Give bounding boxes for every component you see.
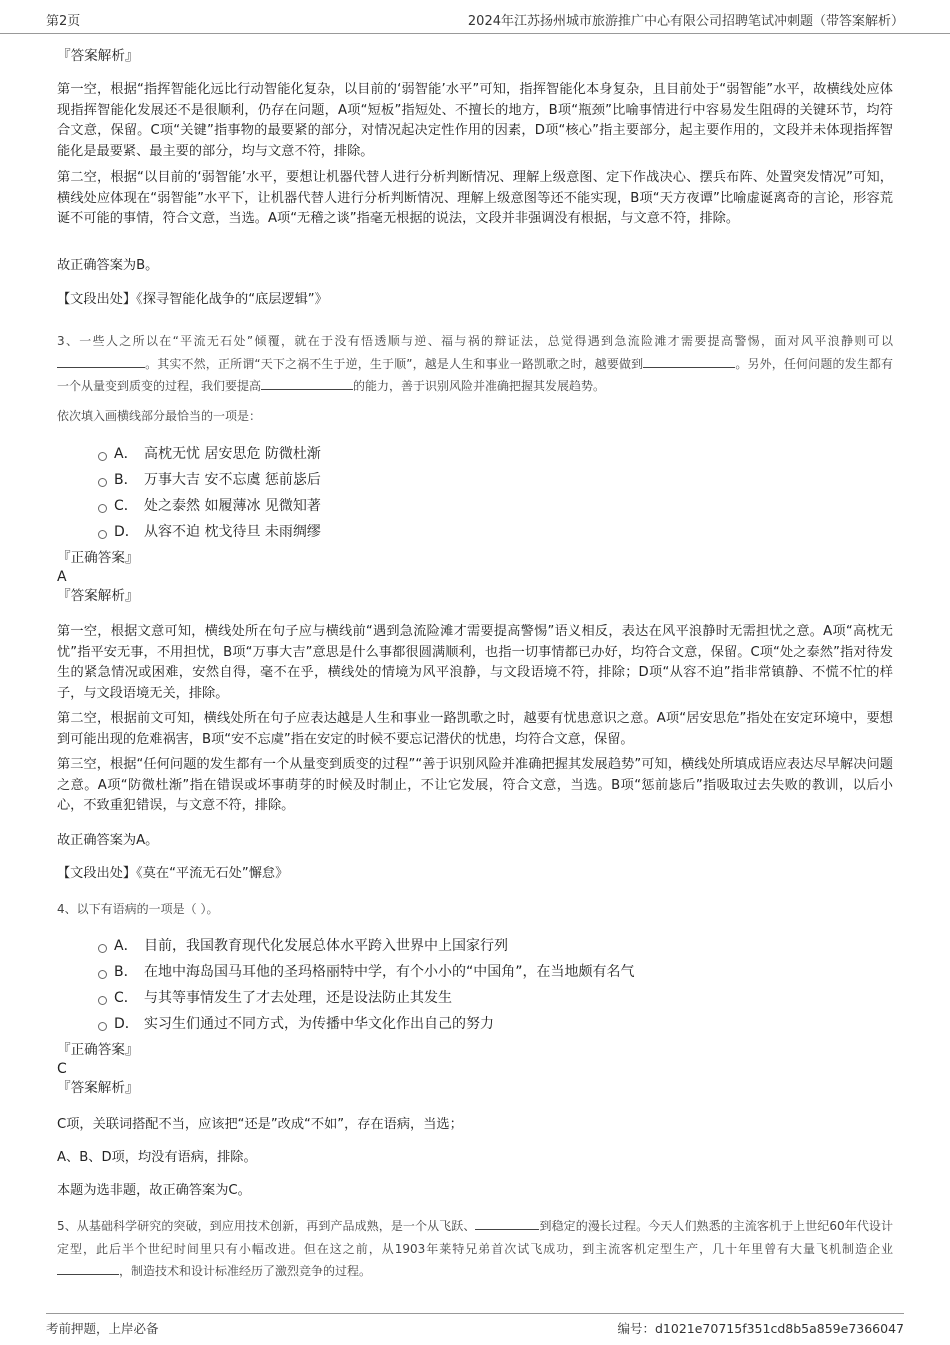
correct-answer: C [57,1061,67,1077]
conclusion-text: 本题为选非题，故正确答案为C。 [57,1183,251,1198]
option-text: 与其等事情发生了才去处理，还是设法防止其发生 [144,990,452,1006]
correct-label: 『正确答案』 [57,1042,139,1058]
option-text: 高枕无忧 居安思危 防微杜渐 [144,446,321,462]
paragraph: 第三空，根据“任何问题的发生都有一个从量变到质变的过程”“善于识别风险并准确把握其发展趋势”可知，横线处所填成语应表达尽早解决问题之意。A项“防微杜渐”指在错误或坏事萌芽的时候及时制止，不让它发展，符合文意，当选。B项“惩前毖后”指吸取过去失败的教训，以后小心，不致重犯错误，与文意不符，排除。 [57,757,893,813]
q4-correct [57,1040,893,1098]
q4-analysis-para2 [57,1148,893,1169]
correct-answer: A [57,569,67,585]
option-letter: A． [114,446,138,462]
option-a[interactable] [98,440,321,466]
q3-analysis-para1 [57,622,893,704]
page-footer [46,1313,904,1338]
q4-conclusion [57,1181,893,1202]
analysis-label: 『答案解析』 [57,48,139,64]
option-d[interactable] [98,1010,635,1036]
radio-icon[interactable] [98,970,107,979]
q4-options [98,932,635,1036]
paragraph: 第二空，根据前文可知，横线处所在句子应表达越是人生和事业一路凯歌之时，越要有忧患意识之意。A项“居安思危”指处在安定环境中，要想到可能出现的危难祸害，B项“安不忘虞”指在安定的时候不要忘记潜伏的忧患，均符合文意，保留。 [57,711,893,747]
option-text: 从容不迫 枕戈待旦 未雨绸缪 [144,524,321,540]
q3-stem [57,330,893,398]
source-text: 【文段出处】《莫在“平流无石处”懈怠》 [57,866,289,881]
q3-source [57,864,893,885]
paragraph: A、B、D项，均没有语病，排除。 [57,1150,257,1165]
option-c[interactable] [98,984,635,1010]
stem-text: ，制造技术和设计标准经历了激烈竞争的过程。 [119,1264,372,1278]
conclusion-text: 故正确答案为B。 [57,258,159,273]
option-text: 实习生们通过不同方式，为传播中华文化作出自己的努力 [144,1016,494,1032]
q5-stem [57,1215,893,1283]
paragraph: 第一空，根据文意可知，横线处所在句子应与横线前“遇到急流险滩才需要提高警惕”语义相反，表达在风平浪静时无需担忧之意。A项“高枕无忧”指平安无事，不用担忧，B项“万事大吉”意思是什么事都很圆满顺利，也指一切事情都已办好，均符合文意，保留。C项“处之泰然”指对待发生的紧急情况或困难，安然自得，毫不在乎，横线处的情境为风平浪静，与文段语境不符，排除；D项“从容不迫”指非常镇静、不慌不忙的样子，与文段语境无关，排除。 [57,624,893,701]
option-letter: D． [114,1016,139,1032]
analysis-label: 『答案解析』 [57,1080,139,1096]
blank-1 [475,1217,539,1230]
document-title: 2024年江苏扬州城市旅游推广中心有限公司招聘笔试冲刺题（带答案解析） [467,14,904,29]
q3-analysis-para3 [57,755,893,817]
option-b[interactable] [98,466,321,492]
blank-1 [57,355,145,368]
q2-analysis [57,46,893,66]
radio-icon[interactable] [98,1022,107,1031]
stem-text: 大量飞机制造企业 [790,1241,893,1256]
stem-text: 。其实不然，正所谓“天下之祸不生于逆，生于顺”，越是人生和事业一路凯歌之时，越要做到 [145,356,644,371]
option-text: 目前，我国教育现代化发展总体水平跨入世界中上国家行列 [144,938,508,954]
stem-text: 5、从基础科学研究的突破，到应用技术创新，再到产品成熟，是一个从飞跃、 [57,1219,476,1233]
q3-prompt: 依次填入画横线部分最恰当的一项是： [57,409,262,423]
analysis-label: 『答案解析』 [57,588,139,604]
correct-label: 『正确答案』 [57,550,139,566]
document-id: 编号：d1021e70715f351cd8b5a859e7366047 [617,1321,904,1336]
radio-icon[interactable] [98,478,107,487]
option-text: 万事大吉 安不忘虞 惩前毖后 [144,472,321,488]
q3-analysis-para2 [57,709,893,750]
option-letter: B． [114,472,138,488]
stem-text: 题的发生都有一个从量变到质变的过程，我们要提高 [57,356,893,393]
option-text: 处之泰然 如履薄冰 见微知著 [144,498,321,514]
stem-text: 到稳定的漫长过程。今天人们熟悉的主流客机于上世 [539,1219,818,1233]
q3-conclusion [57,831,893,852]
radio-icon[interactable] [98,530,107,539]
stem-text: 纪60年代设计定型，此后半个世纪时间里只有小幅改进。但在这之前，从1903年莱特兄弟首次试飞成功，到主流客机定型生产，几十年里曾有 [57,1219,893,1256]
q2-analysis-para2 [57,168,893,230]
paragraph: 第二空，根据“以目前的‘弱智能’水平，要想让机器代替人进行分析判断情况、理解上级意图、定下作战决心、摆兵布阵、处置突发情况”可知，横线处应体现在“弱智能”水平下，让机器代替人进行分析判断情况、理解上级意图等还不能实现，B项“天方夜谭”比喻虚诞离奇的言论，形容荒诞不可能的事情，符合文意，当选。A项“无稽之谈”指毫无根据的说法，文段并非强调没有根据，与文意不符，排除。 [57,170,893,226]
option-a[interactable] [98,932,635,958]
q4-analysis-para1 [57,1115,893,1136]
q2-source [57,290,893,311]
q3-correct [57,548,893,606]
radio-icon[interactable] [98,996,107,1005]
option-letter: C． [114,990,138,1006]
option-letter: B． [114,964,138,980]
page-header [0,0,950,34]
q2-conclusion [57,256,893,277]
conclusion-text: 故正确答案为A。 [57,833,159,848]
option-letter: D． [114,524,139,540]
option-d[interactable] [98,518,321,544]
q3-options [98,440,321,544]
blank-3 [261,377,353,390]
option-letter: A． [114,938,138,954]
option-text: 在地中海岛国马耳他的圣玛格丽特中学，有个小小的“中国角”，在当地颇有名气 [144,964,635,980]
q2-analysis-para1 [57,80,893,162]
option-letter: C． [114,498,138,514]
blank-2 [643,355,735,368]
source-text: 【文段出处】《探寻智能化战争的“底层逻辑”》 [57,292,328,307]
blank-2 [57,1262,119,1275]
q4-stem: 4、以下有语病的一项是（ ）。 [57,902,219,916]
footer-slogan: 考前押题，上岸必备 [46,1321,159,1336]
page-number: 第2页 [46,14,81,29]
option-b[interactable] [98,958,635,984]
stem-text: 3、一些人之所以在“平流无石处”倾覆，就在于没有悟透顺与逆、福与祸的辩证法，总觉得遇到急流险滩才需要提高警惕，面对风平浪静则可以 [57,334,893,348]
stem-text: 的能力，善于识别风险并准确把握其发展趋势。 [353,379,606,393]
option-c[interactable] [98,492,321,518]
radio-icon[interactable] [98,944,107,953]
radio-icon[interactable] [98,452,107,461]
paragraph: C项，关联词搭配不当，应该把“还是”改成“不如”，存在语病，当选； [57,1117,463,1132]
radio-icon[interactable] [98,504,107,513]
paragraph: 第一空，根据“指挥智能化远比行动智能化复杂，以目前的‘弱智能’水平”可知，指挥智能化本身复杂，且目前处于“弱智能”水平，故横线处应体现指挥智能化发展还不是很顺利，仍存在问题，A项“短板”指短处、不擅长的地方，B项“瓶颈”比喻事情进行中容易发生阻碍的关键环节，均符合文意，保留。C项“关键”指事物的最要紧的部分，对情况起决定性作用的因素，D项“核心”指主要部分，起主要作用的，文段并未体现指挥智能化是最要紧、最主要的部分，均与文意不符，排除。 [57,82,893,159]
stem-text: 。另外，任何问 [735,356,821,371]
